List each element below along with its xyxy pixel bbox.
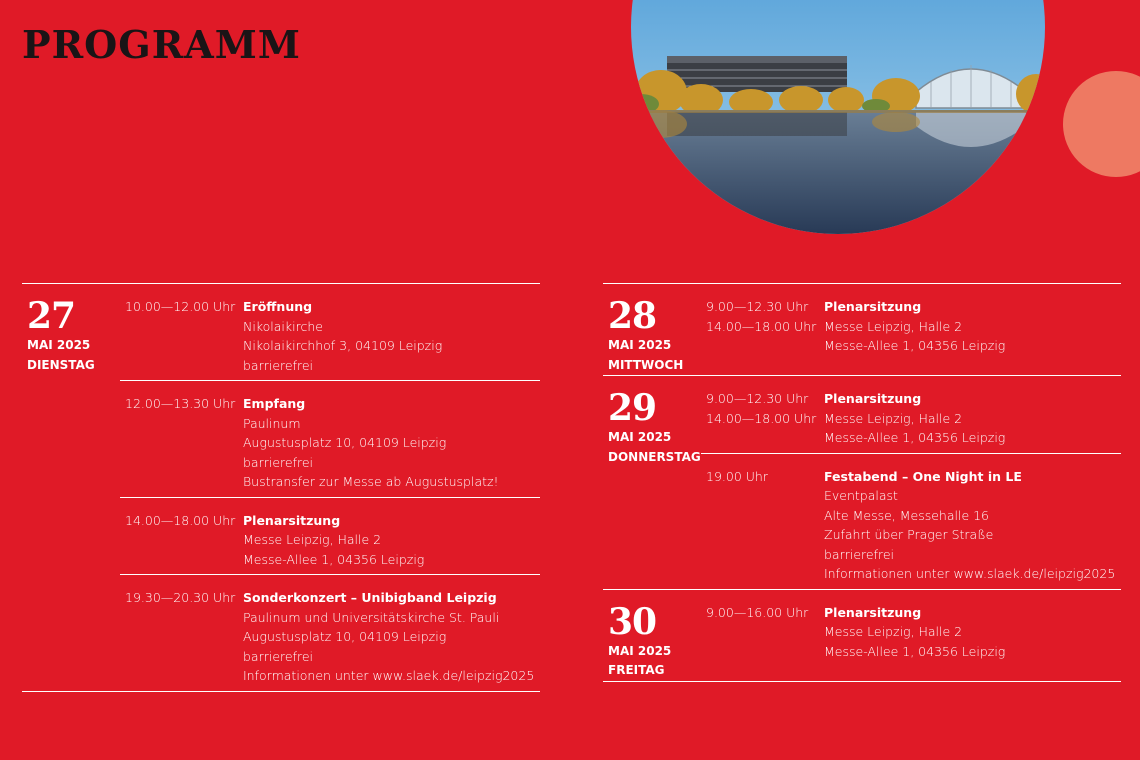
event-title: Plenarsitzung bbox=[824, 299, 922, 314]
event-row bbox=[120, 497, 540, 575]
day-number: 29 bbox=[608, 387, 657, 429]
day-weekday: DONNERSTAG bbox=[608, 449, 701, 464]
event-info bbox=[243, 394, 540, 492]
day-month: MAI 2025 bbox=[27, 338, 91, 352]
day-month: MAI 2025 bbox=[608, 643, 672, 658]
event-title: Festabend – One Night in LE bbox=[824, 468, 1022, 484]
event-detail: Paulinum bbox=[243, 415, 301, 431]
event-times bbox=[701, 603, 824, 662]
schedule-right-column bbox=[603, 283, 1121, 682]
event-info bbox=[824, 467, 1121, 584]
venue-photo-image bbox=[631, 0, 1045, 234]
event-detail: barrierefrei bbox=[243, 357, 314, 373]
day-events bbox=[701, 590, 1121, 681]
event-detail: Augustusplatz 10, 04109 Leipzig bbox=[243, 629, 447, 644]
event-detail: barrierefrei bbox=[243, 648, 314, 664]
event-detail: Paulinum und Universitätskirche St. Pauli bbox=[243, 609, 500, 625]
event-time: 9.00—12.30 Uhr bbox=[706, 299, 809, 314]
event-detail: Messe Leipzig, Halle 2 bbox=[824, 410, 963, 426]
event-title: Plenarsitzung bbox=[824, 604, 922, 620]
event-detail: Messe Leipzig, Halle 2 bbox=[824, 624, 963, 639]
event-detail: Messe-Allee 1, 04356 Leipzig bbox=[824, 643, 1006, 659]
page-title: PROGRAMM bbox=[22, 22, 301, 67]
event-time: 14.00—18.00 Uhr bbox=[706, 410, 817, 426]
event-detail: Eventpalast bbox=[824, 488, 898, 503]
schedule-day bbox=[603, 375, 1121, 589]
event-link[interactable]: Informationen unter www.slaek.de/leipzig2025 bbox=[824, 566, 1116, 581]
event-row bbox=[701, 284, 1121, 361]
day-weekday: DIENSTAG bbox=[27, 357, 95, 372]
event-time: 19.30—20.30 Uhr bbox=[125, 590, 236, 605]
event-detail: Nikolaikirchhof 3, 04109 Leipzig bbox=[243, 338, 443, 353]
event-times bbox=[120, 394, 243, 492]
event-row bbox=[701, 376, 1121, 453]
day-number: 28 bbox=[608, 295, 657, 337]
event-time: 12.00—13.30 Uhr bbox=[125, 396, 236, 411]
day-date bbox=[22, 284, 120, 691]
event-detail: Bustransfer zur Messe ab Augustusplatz! bbox=[243, 474, 499, 489]
day-date bbox=[603, 590, 701, 681]
event-detail: Augustusplatz 10, 04109 Leipzig bbox=[243, 435, 447, 450]
day-date bbox=[603, 376, 701, 589]
day-date bbox=[603, 284, 701, 375]
day-events bbox=[120, 284, 540, 691]
day-number: 27 bbox=[27, 295, 76, 337]
event-detail: Messe-Allee 1, 04356 Leipzig bbox=[243, 551, 425, 567]
day-events bbox=[701, 284, 1121, 375]
event-info bbox=[243, 588, 540, 686]
event-title: Plenarsitzung bbox=[824, 391, 922, 406]
event-title: Sonderkonzert – Unibigband Leipzig bbox=[243, 590, 497, 605]
day-weekday: FREITAG bbox=[608, 663, 665, 677]
event-times bbox=[120, 511, 243, 570]
day-events bbox=[701, 376, 1121, 589]
event-times bbox=[701, 389, 824, 448]
event-row bbox=[701, 590, 1121, 667]
event-row bbox=[120, 380, 540, 497]
event-info bbox=[824, 603, 1121, 662]
event-times bbox=[701, 467, 824, 584]
event-detail: barrierefrei bbox=[824, 546, 895, 562]
event-detail: Messe-Allee 1, 04356 Leipzig bbox=[824, 338, 1006, 353]
event-detail: Messe Leipzig, Halle 2 bbox=[824, 318, 963, 334]
schedule-day bbox=[22, 284, 540, 691]
event-times bbox=[701, 297, 824, 356]
event-title: Plenarsitzung bbox=[243, 512, 341, 528]
event-title: Eröffnung bbox=[243, 299, 313, 314]
schedule-day bbox=[603, 284, 1121, 375]
schedule-day bbox=[603, 589, 1121, 681]
event-info bbox=[824, 389, 1121, 448]
event-info bbox=[243, 297, 540, 375]
day-weekday: MITTWOCH bbox=[608, 357, 684, 372]
event-times bbox=[120, 588, 243, 686]
event-detail: Messe-Allee 1, 04356 Leipzig bbox=[824, 430, 1006, 445]
event-row bbox=[701, 453, 1121, 589]
event-row bbox=[120, 284, 540, 380]
event-detail: Alte Messe, Messehalle 16 bbox=[824, 507, 990, 523]
event-times bbox=[120, 297, 243, 375]
event-detail: barrierefrei bbox=[243, 454, 314, 470]
decorative-circle bbox=[1063, 71, 1140, 177]
schedule-left-column bbox=[22, 283, 540, 692]
event-time: 9.00—16.00 Uhr bbox=[706, 604, 809, 620]
event-detail: Messe Leipzig, Halle 2 bbox=[243, 532, 382, 547]
event-info bbox=[824, 297, 1121, 356]
day-number: 30 bbox=[608, 600, 657, 643]
event-time: 10.00—12.00 Uhr bbox=[125, 299, 236, 314]
event-time: 9.00—12.30 Uhr bbox=[706, 391, 809, 406]
event-row bbox=[120, 574, 540, 691]
event-time: 14.00—18.00 Uhr bbox=[706, 318, 817, 334]
event-time: 14.00—18.00 Uhr bbox=[125, 512, 236, 528]
day-month: MAI 2025 bbox=[608, 338, 672, 352]
event-detail: Nikolaikirche bbox=[243, 318, 323, 334]
event-link[interactable]: Informationen unter www.slaek.de/leipzig2025 bbox=[243, 668, 535, 683]
event-time: 19.00 Uhr bbox=[706, 468, 768, 484]
event-info bbox=[243, 511, 540, 570]
venue-photo bbox=[631, 0, 1045, 234]
event-detail: Zufahrt über Prager Straße bbox=[824, 527, 994, 542]
day-month: MAI 2025 bbox=[608, 430, 672, 444]
event-title: Empfang bbox=[243, 396, 306, 411]
